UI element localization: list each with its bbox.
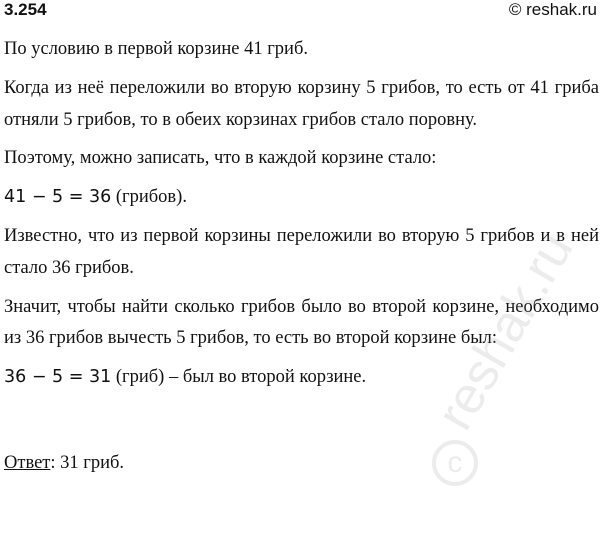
paragraph-condition: По условию в первой корзине 41 гриб. (4, 39, 308, 59)
copyright-notice: © reshak.ru (508, 0, 597, 19)
equation-first-math: 41 − 5 = 36 (4, 187, 112, 208)
answer (4, 448, 599, 480)
equation-first-unit: (грибов). (111, 187, 187, 208)
equation-second-unit: (гриб) – был во второй корзине. (111, 367, 367, 388)
equation-first (4, 182, 599, 214)
paragraph-transfer: Когда из неё переложили во вторую корзину 5 грибов, то есть от 41 гриба отняли 5 грибов, то в обеих корзинах грибов стало поровну. (4, 77, 599, 130)
answer-value: : 31 гриб. (50, 452, 125, 473)
paragraph-hence: Значит, чтобы найти сколько грибов было во второй корзине, необходимо из 36 грибов вычесть 5 грибов, то есть во второй корзине был: (4, 296, 599, 349)
equation-second-math: 36 − 5 = 31 (4, 367, 112, 388)
paragraph-known: Известно, что из первой корзины переложили во вторую 5 грибов и в ней стало 36 грибов. (4, 225, 599, 278)
problem-number: 3.254 (4, 0, 47, 19)
paragraph-therefore: Поэтому, можно записать, что в каждой корзине стало: (4, 148, 437, 169)
answer-label: Ответ (4, 452, 51, 473)
watermark-copyright-icon: c (432, 440, 478, 486)
equation-second (4, 362, 599, 394)
solution-text (4, 34, 599, 480)
watermark-text: reshak.ru (425, 222, 585, 440)
